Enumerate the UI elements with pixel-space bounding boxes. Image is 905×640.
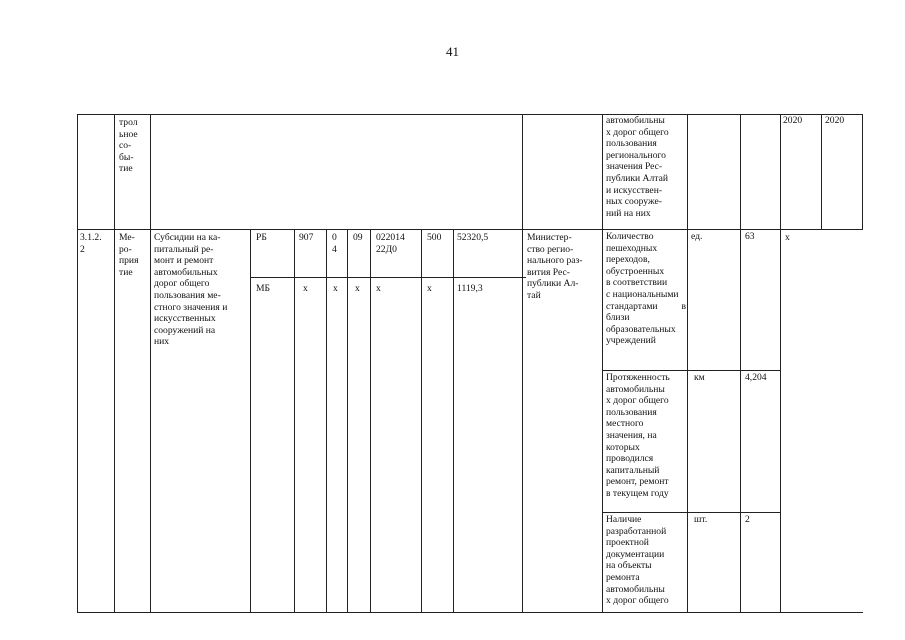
event-type-continued: трол ьное со- бы- тие bbox=[119, 117, 138, 175]
execution-mark: х bbox=[785, 232, 790, 243]
column-border bbox=[114, 114, 115, 613]
funding-amount: 52320,5 bbox=[457, 232, 489, 243]
page-number: 41 bbox=[446, 44, 459, 59]
program-activities-table bbox=[77, 114, 863, 613]
column-border bbox=[602, 114, 603, 613]
column-border bbox=[250, 229, 251, 613]
row-divider bbox=[77, 229, 863, 230]
column-border bbox=[821, 114, 822, 230]
activity-name: Субсидии на ка- питальный ре- монт и ремонт автомобильных дорог общего пользования ме- стного значения и искусственных сооружений на них bbox=[154, 232, 228, 348]
indicator-unit: км bbox=[694, 372, 705, 383]
indicator-value: 63 bbox=[745, 231, 755, 242]
grbs-code: х bbox=[303, 283, 308, 294]
column-border bbox=[522, 114, 523, 613]
indicator-divider bbox=[602, 512, 780, 513]
grbs-code: 907 bbox=[299, 232, 314, 243]
column-border bbox=[421, 229, 422, 613]
column-border bbox=[740, 114, 741, 613]
csr-code: 022014 22Д0 bbox=[376, 232, 405, 255]
year-cell: 2020 bbox=[825, 115, 845, 126]
column-border bbox=[77, 114, 78, 613]
indicator-name: Количество пешеходных переходов, обустроенных в соответствии с национальными стандартами в близи образовательных учреждений bbox=[606, 231, 686, 347]
rz-code: х bbox=[333, 283, 338, 294]
funding-row-divider bbox=[250, 277, 526, 278]
row-number: 3.1.2. 2 bbox=[80, 232, 102, 255]
funding-amount: 1119,3 bbox=[457, 283, 483, 294]
funding-source: РБ bbox=[256, 232, 267, 243]
responsible-executor: Министер- ство регио- нального раз- вития Рес- публики Ал- тай bbox=[527, 232, 583, 301]
column-border bbox=[862, 114, 863, 230]
column-border bbox=[780, 114, 781, 613]
column-border bbox=[294, 229, 295, 613]
column-border bbox=[453, 229, 454, 613]
column-border bbox=[326, 229, 327, 613]
indicator-name-continued: автомобильны х дорог общего пользования регионального значения Рес- публики Алтай и искусствен- ных сооруже- ний на них bbox=[606, 115, 669, 219]
pr-code: 09 bbox=[353, 232, 363, 243]
vr-code: х bbox=[427, 283, 432, 294]
funding-source: МБ bbox=[256, 283, 271, 294]
indicator-name: Наличие разработанной проектной документации на объекты ремонта автомобильны х дорог общего bbox=[606, 514, 669, 607]
column-border bbox=[347, 229, 348, 613]
table-top-border bbox=[77, 114, 863, 115]
event-type: Ме- ро- прия тие bbox=[119, 232, 139, 278]
csr-code: х bbox=[376, 283, 381, 294]
column-border bbox=[687, 114, 688, 613]
indicator-value: 2 bbox=[745, 514, 750, 525]
vr-code: 500 bbox=[427, 232, 442, 243]
rz-code: 0 4 bbox=[332, 232, 337, 255]
indicator-divider bbox=[602, 370, 780, 371]
pr-code: х bbox=[355, 283, 360, 294]
indicator-unit: шт. bbox=[694, 514, 708, 525]
table-bottom-border bbox=[77, 612, 863, 613]
year-cell: 2020 bbox=[783, 115, 803, 126]
column-border bbox=[150, 114, 151, 613]
indicator-unit: ед. bbox=[691, 231, 703, 242]
indicator-name: Протяженность автомобильны х дорог общего пользования местного значения, на которых проводился капитальный ремонт, ремонт в текущем году bbox=[606, 372, 670, 499]
indicator-value: 4,204 bbox=[745, 372, 767, 383]
column-border bbox=[370, 229, 371, 613]
